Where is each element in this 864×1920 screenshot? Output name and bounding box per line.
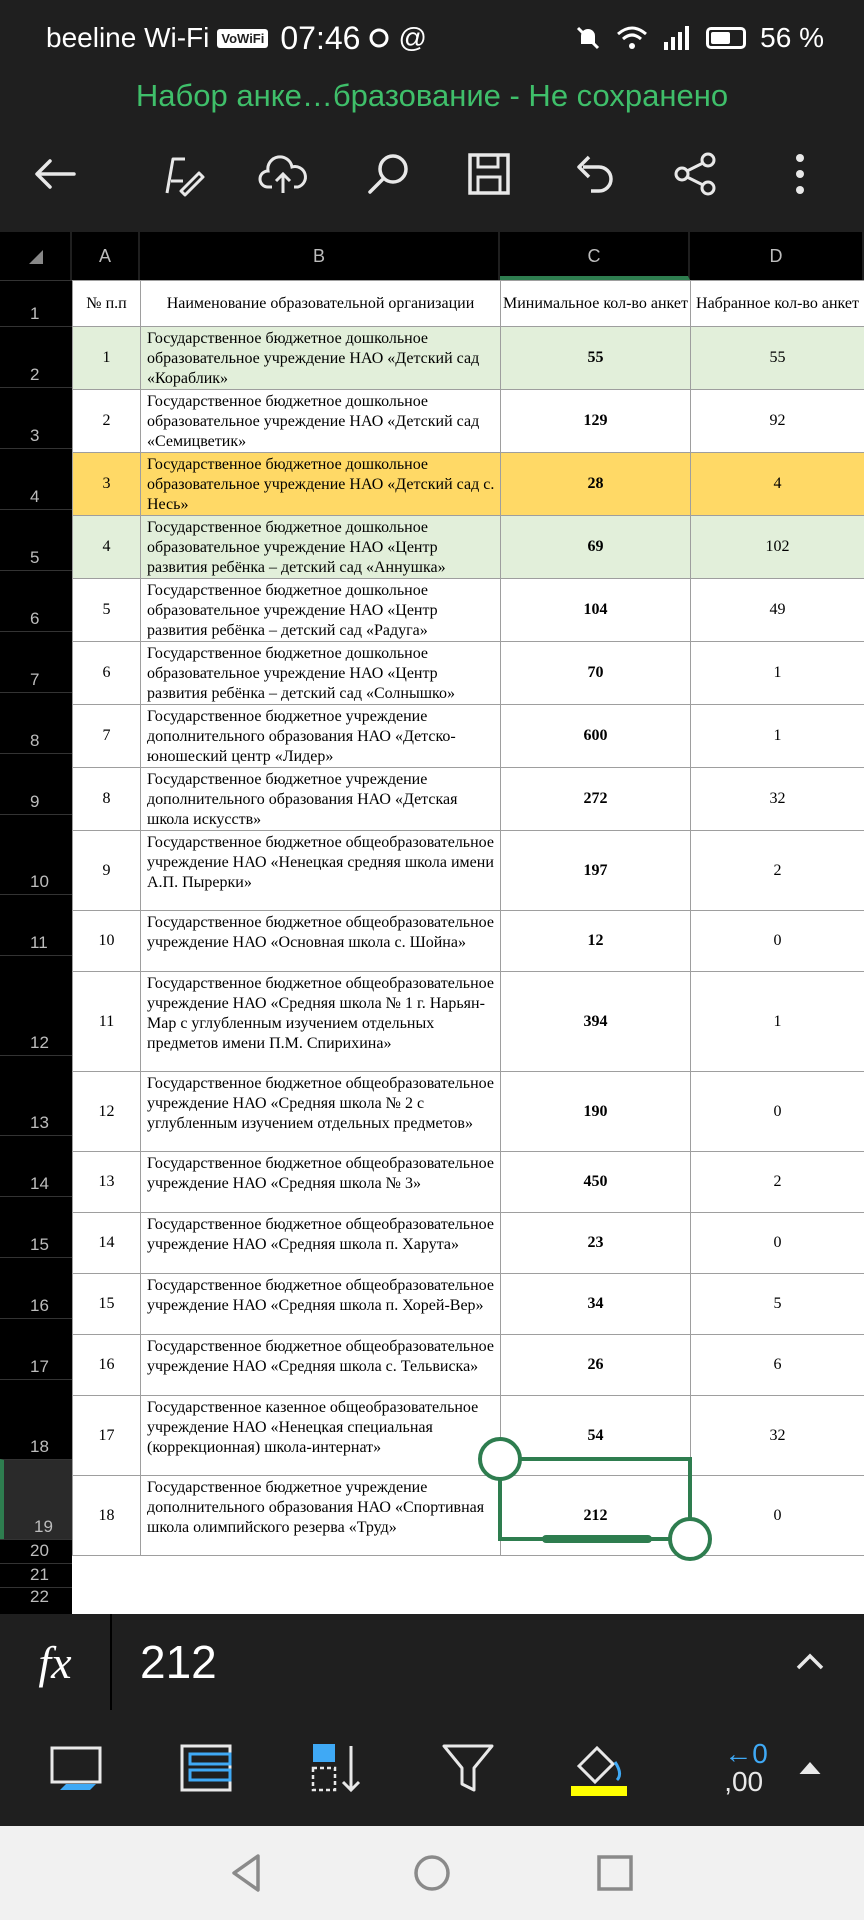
corner-triangle-icon — [25, 246, 45, 266]
table-row — [73, 1335, 864, 1396]
table-row — [73, 579, 864, 642]
cell-collected-count[interactable]: 0 — [691, 1072, 864, 1152]
row-number: 2 — [30, 365, 40, 384]
expand-up-icon[interactable] — [790, 1738, 830, 1798]
nav-recents-icon[interactable] — [590, 1848, 640, 1898]
row-number: 4 — [30, 487, 40, 506]
cell-collected-count[interactable]: 1 — [691, 642, 864, 705]
cell-number[interactable]: 15 — [73, 1274, 141, 1335]
cell-organization[interactable]: Государственное бюджетное дошкольное образовательное учреждение НАО «Центр развития ребёнка – детский сад «Солнышко» — [141, 642, 501, 705]
cell-number[interactable]: 18 — [73, 1476, 141, 1556]
cell-organization[interactable]: Государственное бюджетное общеобразовательное учреждение НАО «Средняя школа с. Тельвиска» — [141, 1335, 501, 1396]
save-icon[interactable] — [459, 144, 519, 204]
header-min-count[interactable]: Минимальное кол-во анкет — [501, 281, 691, 327]
table-row — [73, 453, 864, 516]
cell-collected-count[interactable]: 92 — [691, 390, 864, 453]
cell-organization[interactable]: Государственное бюджетное общеобразовательное учреждение НАО «Средняя школа № 3» — [141, 1152, 501, 1213]
row-number: 19 — [34, 1517, 53, 1536]
formula-bar — [0, 1614, 864, 1710]
row-number: 11 — [30, 933, 48, 952]
table-row — [73, 1213, 864, 1274]
empty-cell[interactable] — [141, 1556, 501, 1580]
cell-format-icon[interactable] — [44, 1738, 108, 1798]
cell-number[interactable]: 13 — [73, 1152, 141, 1213]
cell-organization[interactable]: Государственное бюджетное дошкольное образовательное учреждение НАО «Детский сад с. Несь» — [141, 453, 501, 516]
header-organization[interactable]: Наименование образовательной организации — [141, 281, 501, 327]
empty-cell[interactable] — [501, 1556, 691, 1580]
top-toolbar — [0, 116, 864, 232]
table-row — [73, 972, 864, 1072]
cell-min-count[interactable]: 26 — [501, 1335, 691, 1396]
row-header[interactable] — [0, 1055, 72, 1135]
table-row — [73, 1072, 864, 1152]
cell-min-count[interactable]: 23 — [501, 1213, 691, 1274]
row-number: 7 — [30, 670, 40, 689]
row-header[interactable] — [0, 631, 72, 692]
row-header[interactable] — [0, 280, 72, 326]
cell-organization[interactable]: Государственное бюджетное учреждение дополнительного образования НАО «Спортивная школа олимпийского резерва «Труд» — [141, 1476, 501, 1556]
fill-color-icon[interactable] — [567, 1738, 631, 1798]
empty-row — [73, 1556, 864, 1580]
cell-collected-count[interactable]: 4 — [691, 453, 864, 516]
cell-collected-count[interactable]: 1 — [691, 972, 864, 1072]
cell-min-count[interactable]: 600 — [501, 705, 691, 768]
selection-drag-bar[interactable] — [542, 1535, 652, 1543]
nav-home-icon[interactable] — [407, 1848, 457, 1898]
filter-icon[interactable] — [436, 1738, 500, 1798]
cell-min-count[interactable]: 12 — [501, 911, 691, 972]
cell-collected-count[interactable]: 55 — [691, 327, 864, 390]
cell-collected-count[interactable]: 32 — [691, 768, 864, 831]
mute-bell-icon — [574, 24, 602, 52]
cell-collected-count[interactable]: 6 — [691, 1335, 864, 1396]
cell-number[interactable]: 17 — [73, 1396, 141, 1476]
cell-min-count[interactable]: 69 — [501, 516, 691, 579]
row-header[interactable] — [0, 1196, 72, 1257]
table-header-row — [73, 281, 864, 327]
cell-collected-count[interactable]: 0 — [691, 911, 864, 972]
document-title: Набор анке…бразование - Не сохранено — [0, 76, 864, 116]
fx-label[interactable]: fx — [0, 1614, 112, 1710]
row-header[interactable] — [0, 387, 72, 448]
empty-cell[interactable] — [141, 1580, 501, 1604]
nav-back-icon[interactable] — [222, 1848, 272, 1898]
cell-number[interactable]: 10 — [73, 911, 141, 972]
cell-number[interactable]: 7 — [73, 705, 141, 768]
row-header[interactable] — [0, 1539, 72, 1563]
cell-min-count[interactable]: 450 — [501, 1152, 691, 1213]
cell-min-count[interactable]: 272 — [501, 768, 691, 831]
battery-level: 56 % — [760, 22, 824, 53]
decimal-label-bottom: ,00 — [724, 1766, 764, 1797]
row-number: 14 — [30, 1174, 49, 1193]
formula-input[interactable]: 212 — [140, 1636, 217, 1688]
table-row — [73, 390, 864, 453]
decimal-icon[interactable] — [706, 1738, 786, 1798]
cell-collected-count[interactable]: 1 — [691, 705, 864, 768]
table-row — [73, 1396, 864, 1476]
cell-number[interactable]: 3 — [73, 453, 141, 516]
table-row — [73, 327, 864, 390]
chevron-up-icon[interactable] — [792, 1644, 828, 1680]
cell-organization[interactable]: Государственное бюджетное учреждение дополнительного образования НАО «Детская школа искусств» — [141, 768, 501, 831]
cell-collected-count[interactable]: 2 — [691, 831, 864, 911]
cloud-upload-icon[interactable] — [253, 144, 313, 204]
column-header-c[interactable]: C — [500, 232, 690, 280]
table-row — [73, 911, 864, 972]
cell-organization[interactable]: Государственное бюджетное дошкольное образовательное учреждение НАО «Центр развития ребёнка – детский сад «Аннушка» — [141, 516, 501, 579]
row-header[interactable] — [0, 753, 72, 814]
row-number: 16 — [30, 1296, 49, 1315]
row-number: 8 — [30, 731, 40, 750]
carrier-label: beeline Wi-Fi — [46, 22, 210, 53]
cell-organization[interactable]: Государственное бюджетное учреждение дополнительного образования НАО «Детско-юношеский центр «Лидер» — [141, 705, 501, 768]
cell-number[interactable]: 4 — [73, 516, 141, 579]
cell-min-count[interactable]: 212 — [501, 1476, 691, 1556]
cell-collected-count[interactable]: 32 — [691, 1396, 864, 1476]
row-number: 21 — [30, 1565, 49, 1584]
cell-min-count[interactable]: 70 — [501, 642, 691, 705]
row-header[interactable] — [0, 326, 72, 387]
selection-handle-bottom-right[interactable] — [668, 1517, 712, 1561]
row-header[interactable] — [0, 570, 72, 631]
row-number: 10 — [30, 872, 49, 891]
vowifi-badge: VoWiFi — [217, 29, 268, 48]
row-number: 6 — [30, 609, 40, 628]
empty-row — [73, 1580, 864, 1604]
cell-min-count[interactable]: 28 — [501, 453, 691, 516]
column-header-b[interactable]: B — [140, 232, 500, 280]
spreadsheet-grid[interactable] — [72, 280, 864, 1614]
sort-icon[interactable] — [305, 1738, 369, 1798]
decimal-label-top: ←0 — [724, 1738, 768, 1769]
row-header[interactable] — [0, 448, 72, 509]
row-header[interactable] — [0, 1459, 72, 1539]
cell-number[interactable]: 5 — [73, 579, 141, 642]
cell-organization[interactable]: Государственное казенное общеобразовательное учреждение НАО «Ненецкая специальная (коррекционная) школа-интернат» — [141, 1396, 501, 1476]
wifi-icon — [616, 25, 648, 51]
cell-collected-count[interactable]: 102 — [691, 516, 864, 579]
row-header[interactable] — [0, 814, 72, 894]
column-header-a[interactable]: A — [72, 232, 140, 280]
cell-min-count[interactable]: 104 — [501, 579, 691, 642]
cell-number[interactable]: 8 — [73, 768, 141, 831]
cell-number[interactable]: 6 — [73, 642, 141, 705]
cell-number[interactable]: 1 — [73, 327, 141, 390]
system-nav-bar — [0, 1826, 864, 1920]
row-number: 1 — [30, 304, 40, 323]
select-all-corner[interactable] — [0, 232, 72, 280]
search-icon[interactable] — [358, 144, 418, 204]
row-header[interactable] — [0, 1135, 72, 1196]
table-row — [73, 1152, 864, 1213]
row-number: 13 — [30, 1113, 49, 1132]
table-row — [73, 1476, 864, 1556]
cell-min-count[interactable]: 55 — [501, 327, 691, 390]
column-headers — [0, 232, 864, 280]
cell-organization[interactable]: Государственное бюджетное общеобразовательное учреждение НАО «Основная школа с. Шойна» — [141, 911, 501, 972]
insert-rows-icon[interactable] — [174, 1738, 238, 1798]
cell-min-count[interactable]: 197 — [501, 831, 691, 911]
share-icon[interactable] — [665, 144, 725, 204]
row-number: 9 — [30, 792, 40, 811]
cell-number[interactable]: 14 — [73, 1213, 141, 1274]
cell-number[interactable]: 16 — [73, 1335, 141, 1396]
cell-collected-count[interactable]: 0 — [691, 1213, 864, 1274]
status-bar — [0, 0, 864, 76]
cell-organization[interactable]: Государственное бюджетное общеобразовательное учреждение НАО «Средняя школа № 2 с углубленным изучением отдельных предметов» — [141, 1072, 501, 1152]
row-header[interactable] — [0, 894, 72, 955]
cell-organization[interactable]: Государственное бюджетное общеобразовательное учреждение НАО «Средняя школа п. Харута» — [141, 1213, 501, 1274]
edit-pen-icon[interactable] — [152, 144, 212, 204]
cell-min-count[interactable]: 129 — [501, 390, 691, 453]
row-header[interactable] — [0, 509, 72, 570]
cell-number[interactable]: 2 — [73, 390, 141, 453]
selection-handle-top-left[interactable] — [478, 1437, 522, 1481]
row-number: 3 — [30, 426, 40, 445]
row-header[interactable] — [0, 692, 72, 753]
signal-icon — [662, 26, 692, 50]
row-header[interactable] — [0, 955, 72, 1055]
row-number: 17 — [30, 1357, 49, 1376]
cell-min-count[interactable]: 394 — [501, 972, 691, 1072]
row-header[interactable] — [0, 1257, 72, 1318]
cell-organization[interactable]: Государственное бюджетное общеобразовательное учреждение НАО «Средняя школа № 1 г. Нарьян-Мар с углубленным изучением отдельных предметов имени П.М. Спирихина» — [141, 972, 501, 1072]
empty-cell[interactable] — [691, 1556, 864, 1580]
row-number: 12 — [30, 1033, 49, 1052]
chat-icon — [368, 27, 390, 49]
cell-min-count[interactable]: 34 — [501, 1274, 691, 1335]
empty-cell[interactable] — [73, 1580, 141, 1604]
cell-collected-count[interactable]: 49 — [691, 579, 864, 642]
table-row — [73, 705, 864, 768]
row-header[interactable] — [0, 1379, 72, 1459]
cell-organization[interactable]: Государственное бюджетное общеобразовательное учреждение НАО «Средняя школа п. Хорей-Вер» — [141, 1274, 501, 1335]
cell-organization[interactable]: Государственное бюджетное дошкольное образовательное учреждение НАО «Центр развития ребёнка – детский сад «Радуга» — [141, 579, 501, 642]
at-icon: @ — [398, 22, 427, 53]
row-number: 15 — [30, 1235, 49, 1254]
cell-collected-count[interactable]: 0 — [691, 1476, 864, 1556]
cell-number[interactable]: 12 — [73, 1072, 141, 1152]
empty-cell[interactable] — [73, 1556, 141, 1580]
more-vert-icon[interactable] — [770, 144, 830, 204]
empty-cell[interactable] — [501, 1580, 691, 1604]
back-arrow-icon[interactable] — [25, 144, 85, 204]
clock: 07:46 — [280, 19, 361, 56]
cell-number[interactable]: 11 — [73, 972, 141, 1072]
empty-cell[interactable] — [691, 1580, 864, 1604]
header-number[interactable]: № п.п — [73, 281, 141, 327]
cell-min-count[interactable]: 190 — [501, 1072, 691, 1152]
cell-number[interactable]: 9 — [73, 831, 141, 911]
cell-collected-count[interactable]: 2 — [691, 1152, 864, 1213]
cell-organization[interactable]: Государственное бюджетное дошкольное образовательное учреждение НАО «Детский сад «Семицветик» — [141, 390, 501, 453]
cell-organization[interactable]: Государственное бюджетное дошкольное образовательное учреждение НАО «Детский сад «Кораблик» — [141, 327, 501, 390]
row-header[interactable] — [0, 1563, 72, 1587]
table-row — [73, 642, 864, 705]
table-row — [73, 831, 864, 911]
undo-icon[interactable] — [564, 144, 624, 204]
row-number: 22 — [30, 1587, 49, 1606]
row-number: 18 — [30, 1437, 49, 1456]
table-row — [73, 516, 864, 579]
table-row — [73, 1274, 864, 1335]
cell-collected-count[interactable]: 5 — [691, 1274, 864, 1335]
cell-organization[interactable]: Государственное бюджетное общеобразовательное учреждение НАО «Ненецкая средняя школа имени А.П. Пырерки» — [141, 831, 501, 911]
battery-icon — [706, 27, 746, 49]
row-header[interactable] — [0, 1587, 72, 1609]
row-number: 5 — [30, 548, 40, 567]
bottom-toolbar — [0, 1710, 864, 1826]
row-number: 20 — [30, 1541, 49, 1560]
row-header[interactable] — [0, 1318, 72, 1379]
cell-min-count[interactable]: 54 — [501, 1396, 691, 1476]
table-row — [73, 768, 864, 831]
column-header-d[interactable]: D — [690, 232, 864, 280]
cell-selection — [498, 1457, 692, 1541]
header-collected-count[interactable]: Набранное кол-во анкет — [691, 281, 864, 327]
